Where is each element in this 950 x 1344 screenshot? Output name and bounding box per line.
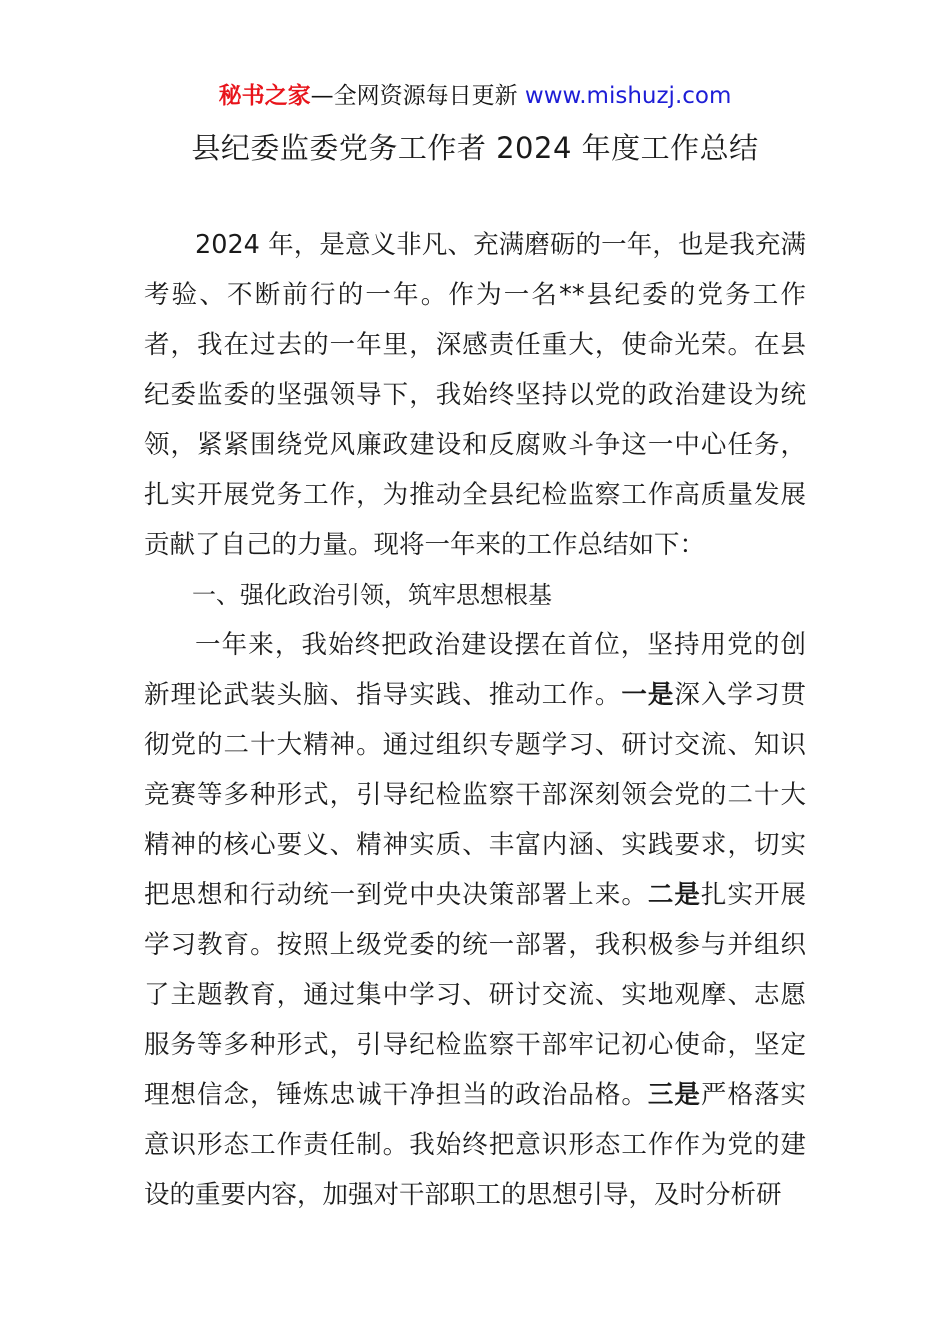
- document-body: [144, 220, 806, 1220]
- keyword-bold: 三是: [647, 1080, 701, 1110]
- keyword-bold: 二是: [647, 880, 701, 910]
- brand-name: 秘书之家: [218, 83, 311, 109]
- paragraph-text: 严格落实意识形态工作责任制。我始终把意识形态工作作为党的建设的重要内容，加强对干部职工的思想引导，及时分析研: [144, 1080, 806, 1210]
- site-url-link[interactable]: www.mishuzj.com: [524, 83, 732, 109]
- header-tagline: —全网资源每日更新: [310, 83, 525, 109]
- paragraph-text: 深入学习贯彻党的二十大精神。通过组织专题学习、研讨交流、知识竞赛等多种形式，引导纪检监察干部深刻领会党的二十大精神的核心要义、精神实质、丰富内涵、实践要求，切实把思想和行动统一到党中央决策部署上来。: [144, 680, 806, 910]
- document-title: 县纪委监委党务工作者 2024 年度工作总结: [191, 131, 759, 165]
- section-heading: 一、强化政治引领，筑牢思想根基: [192, 581, 552, 609]
- section-paragraph: [144, 620, 806, 1220]
- paragraph-text: 扎实开展学习教育。按照上级党委的统一部署，我积极参与并组织了主题教育，通过集中学习、研讨交流、实地观摩、志愿服务等多种形式，引导纪检监察干部牢记初心使命，坚定理想信念，锤炼忠诚干净担当的政治品格。: [144, 880, 806, 1110]
- paragraph-text: 一年来，我始终把政治建设摆在首位，坚持用党的创新理论武装头脑、指导实践、推动工作。: [144, 630, 806, 710]
- intro-paragraph: 2024 年，是意义非凡、充满磨砺的一年，也是我充满考验、不断前行的一年。作为一名**县纪委的党务工作者，我在过去的一年里，深感责任重大，使命光荣。在县纪委监委的坚强领导下，我始终坚持以党的政治建设为统领，紧紧围绕党风廉政建设和反腐败斗争这一中心任务，扎实开展党务工作，为推动全县纪检监察工作高质量发展贡献了自己的力量。现将一年来的工作总结如下：: [144, 230, 806, 560]
- site-header: [0, 80, 950, 112]
- keyword-bold: 一是: [621, 680, 675, 710]
